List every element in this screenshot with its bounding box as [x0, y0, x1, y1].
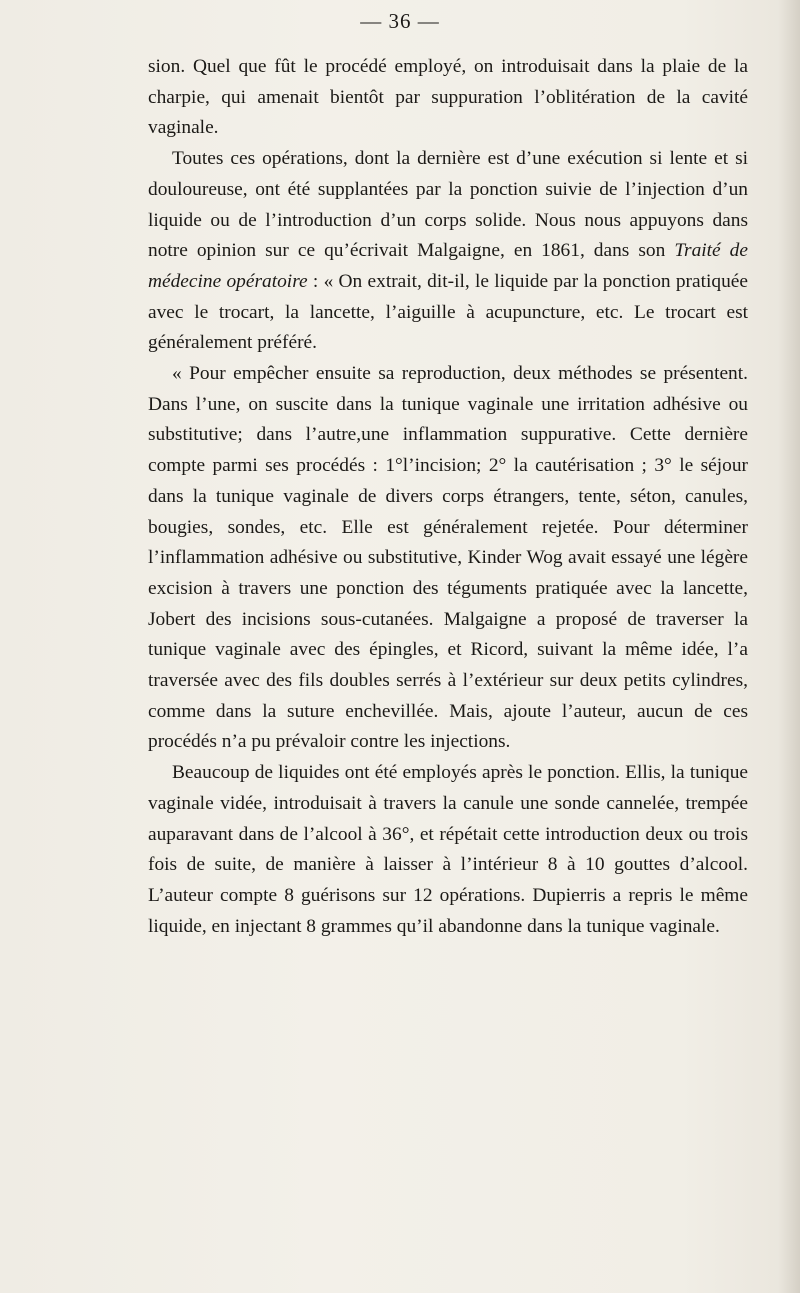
paragraph-1	[148, 52, 748, 144]
paragraph-2-text: Toutes ces opérations, dont la dernière est d’une exécution si lente et si douloureuse, ont été supplantées par la ponction suivie de l’injection d’un liquide ou de l’introduction d’un corps solide. Nous nous appuyons dans notre opinion sur ce qu’écrivait Malgaigne, en 1861, dans son	[148, 148, 748, 262]
paragraph-4-text: Beaucoup de liquides ont été employés après le ponction. Ellis, la tunique vaginale vidée, introduisait à travers la canule une sonde cannelée, trempée auparavant dans de l’alcool à 36°, et répétait cette introduction deux ou trois fois de suite, de manière à laisser à l’intérieur 8 à 10 gouttes d’alcool. L’auteur compte 8 guérisons sur 12 opérations. Dupierris a repris le même liquide, en injectant 8 grammes qu’il abandonne dans la tunique vaginale.	[148, 762, 748, 937]
body-text	[148, 52, 748, 942]
paragraph-2-tail: : « On extrait, dit-il, le liquide par la ponction pratiquée avec le trocart, la lancette, l’aiguille à acupuncture, etc. Le trocart est généralement préféré.	[148, 270, 748, 354]
paragraph-4	[148, 758, 748, 942]
book-title: Traité de médecine opératoire	[148, 240, 748, 292]
paragraph-3	[148, 359, 748, 758]
paragraph-2	[148, 144, 748, 359]
page-edge-shadow	[778, 0, 800, 1293]
paragraph-1-text: sion. Quel que fût le procédé employé, on introduisait dans la plaie de la charpie, qui amenait bientôt par suppuration l’oblitération de la cavité vaginale.	[148, 56, 748, 139]
page-number: — 36 —	[360, 9, 440, 33]
paragraph-3-text: « Pour empêcher ensuite sa reproduction, deux méthodes se présentent. Dans l’une, on suscite dans la tunique vaginale une irritation adhésive ou substitutive; dans l’autre,une inflammation suppurative. Cette dernière compte parmi ses procédés : 1°l’incision; 2° la cautérisation ; 3° le séjour dans la tunique vaginale de divers corps étrangers, tente, séton, canules, bougies, sondes, etc. Elle est généralement rejetée. Pour déterminer l’inflammation adhésive ou substitutive, Kinder Wog avait essayé une légère excision à travers une ponction des téguments pratiquée avec la lancette, Jobert des incisions sous-cutanées. Malgaigne a proposé de traverser la tunique vaginale avec des épingles, et Ricord, suivant la même idée, l’a traversée avec des fils doubles serrés à l’extérieur sur deux petits cylindres, comme dans la suture enchevillée. Mais, ajoute l’auteur, aucun de ces procédés n’a pu prévaloir contre les injections.	[148, 363, 748, 753]
